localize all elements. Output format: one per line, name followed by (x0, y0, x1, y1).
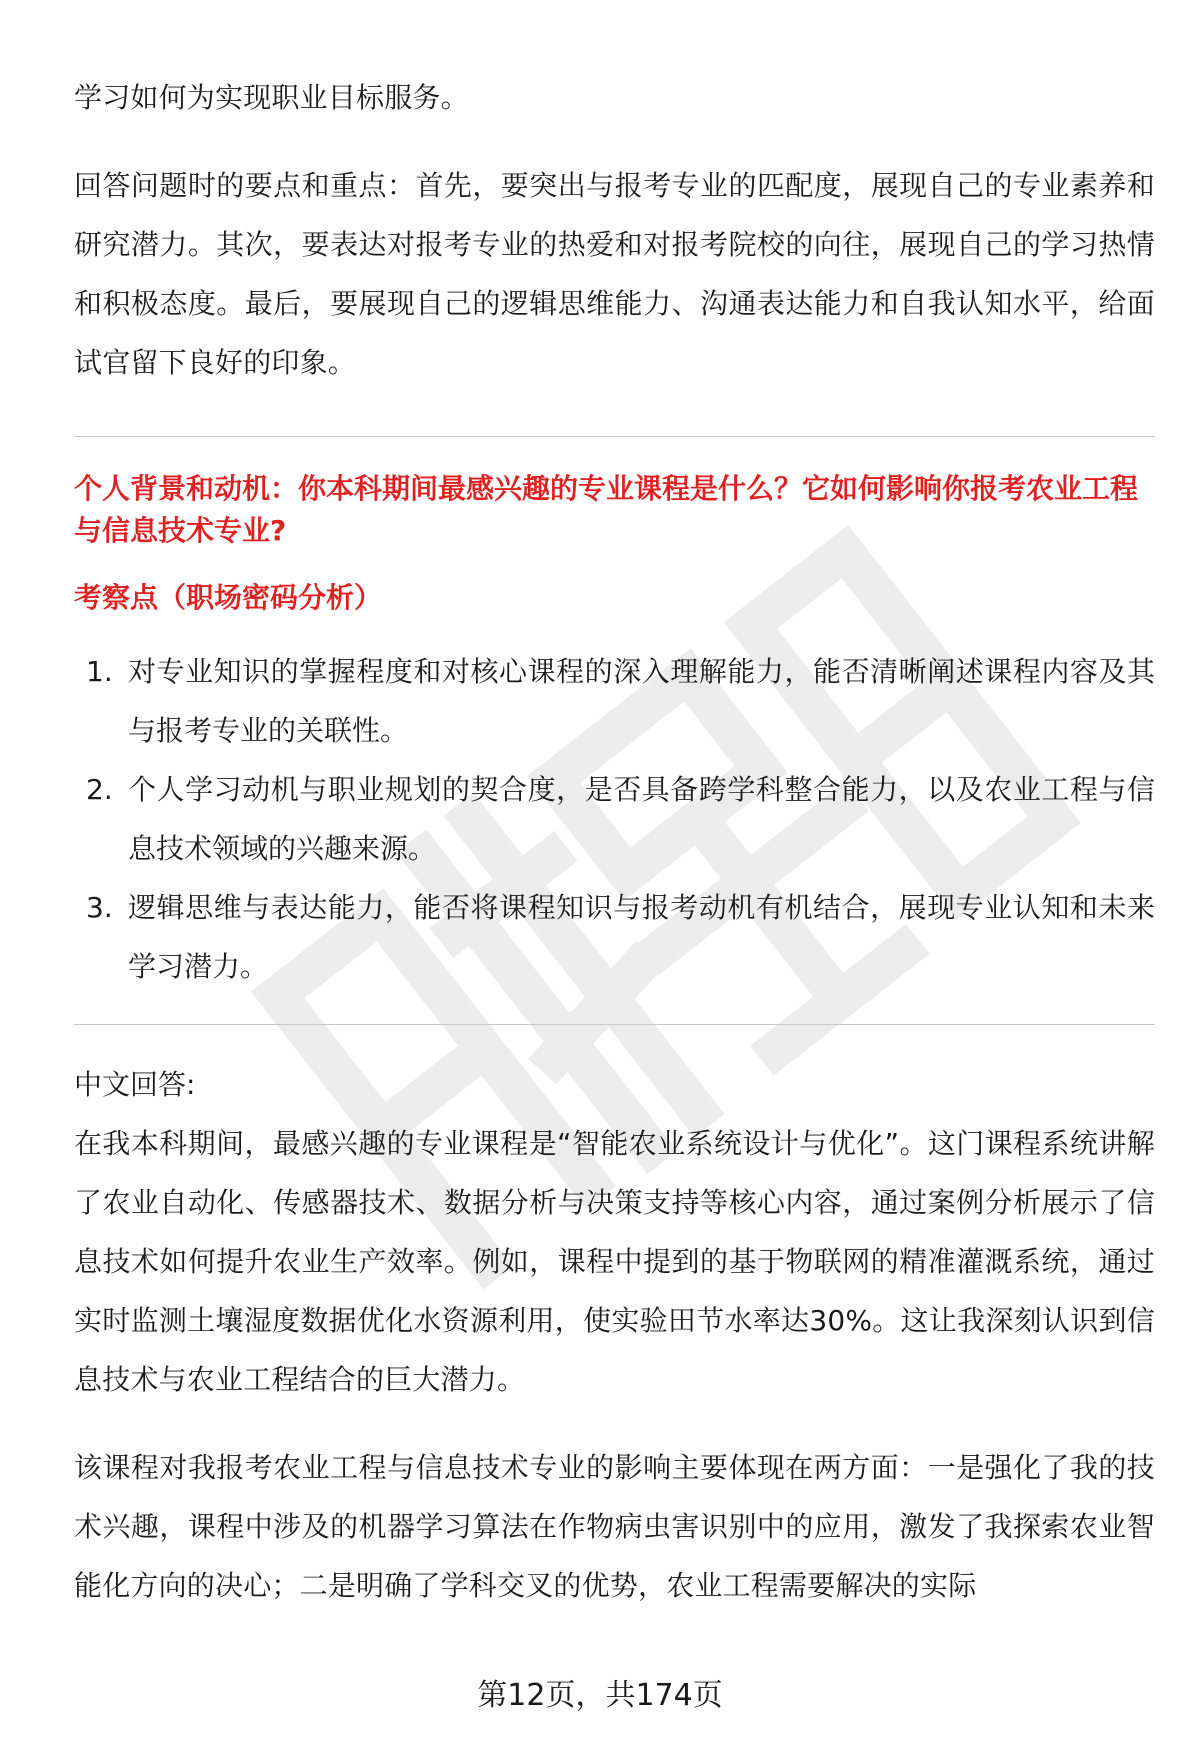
paragraph-intro-continuation: 学习如何为实现职业目标服务。 (74, 81, 469, 114)
list-item (74, 878, 1155, 996)
assessment-heading: 考察点（职场密码分析） (74, 581, 383, 614)
list-item (74, 642, 1155, 760)
page-content (74, 68, 1155, 1615)
list-item-number: 3. (86, 891, 113, 924)
paragraph-answer-tips: 回答问题时的要点和重点：首先，要突出与报考专业的匹配度，展现自己的专业素养和研究潜力。其次，要表达对报考专业的热爱和对报考院校的向往，展现自己的学习热情和积极态度。最后，要展现自己的逻辑思维能力、沟通表达能力和自我认知水平，给面试官留下良好的印象。 (74, 169, 1155, 379)
list-item-text: 个人学习动机与职业规划的契合度，是否具备跨学科整合能力，以及农业工程与信息技术领域的兴趣来源。 (128, 773, 1155, 865)
list-item-number: 1. (86, 655, 113, 688)
question-heading: 个人背景和动机：你本科期间最感兴趣的专业课程是什么？它如何影响你报考农业工程与信息技术专业? (74, 472, 1139, 547)
list-item (74, 760, 1155, 878)
list-item-number: 2. (86, 773, 113, 806)
answer-paragraph-2: 该课程对我报考农业工程与信息技术专业的影响主要体现在两方面：一是强化了我的技术兴趣，课程中涉及的机器学习算法在作物病虫害识别中的应用，激发了我探索农业智能化方向的决心；二是明确了学科交叉的优势，农业工程需要解决的实际 (74, 1451, 1155, 1602)
section-divider (74, 1024, 1155, 1025)
answer-paragraph-1: 在我本科期间，最感兴趣的专业课程是“智能农业系统设计与优化”。这门课程系统讲解了农业自动化、传感器技术、数据分析与决策支持等核心内容，通过案例分析展示了信息技术如何提升农业生产效率。例如，课程中提到的基于物联网的精准灌溉系统，通过实时监测土壤湿度数据优化水资源利用，使实验田节水率达30%。这让我深刻认识到信息技术与农业工程结合的巨大潜力。 (74, 1127, 1155, 1396)
page-number-footer: 第12页，共174页 (477, 1678, 723, 1713)
list-item-text: 对专业知识的掌握程度和对核心课程的深入理解能力，能否清晰阐述课程内容及其与报考专业的关联性。 (128, 655, 1155, 747)
list-item-text: 逻辑思维与表达能力，能否将课程知识与报考动机有机结合，展现专业认知和未来学习潜力。 (128, 891, 1155, 983)
assessment-points-list (74, 642, 1155, 996)
answer-label: 中文回答: (74, 1068, 196, 1101)
section-divider (74, 436, 1155, 437)
